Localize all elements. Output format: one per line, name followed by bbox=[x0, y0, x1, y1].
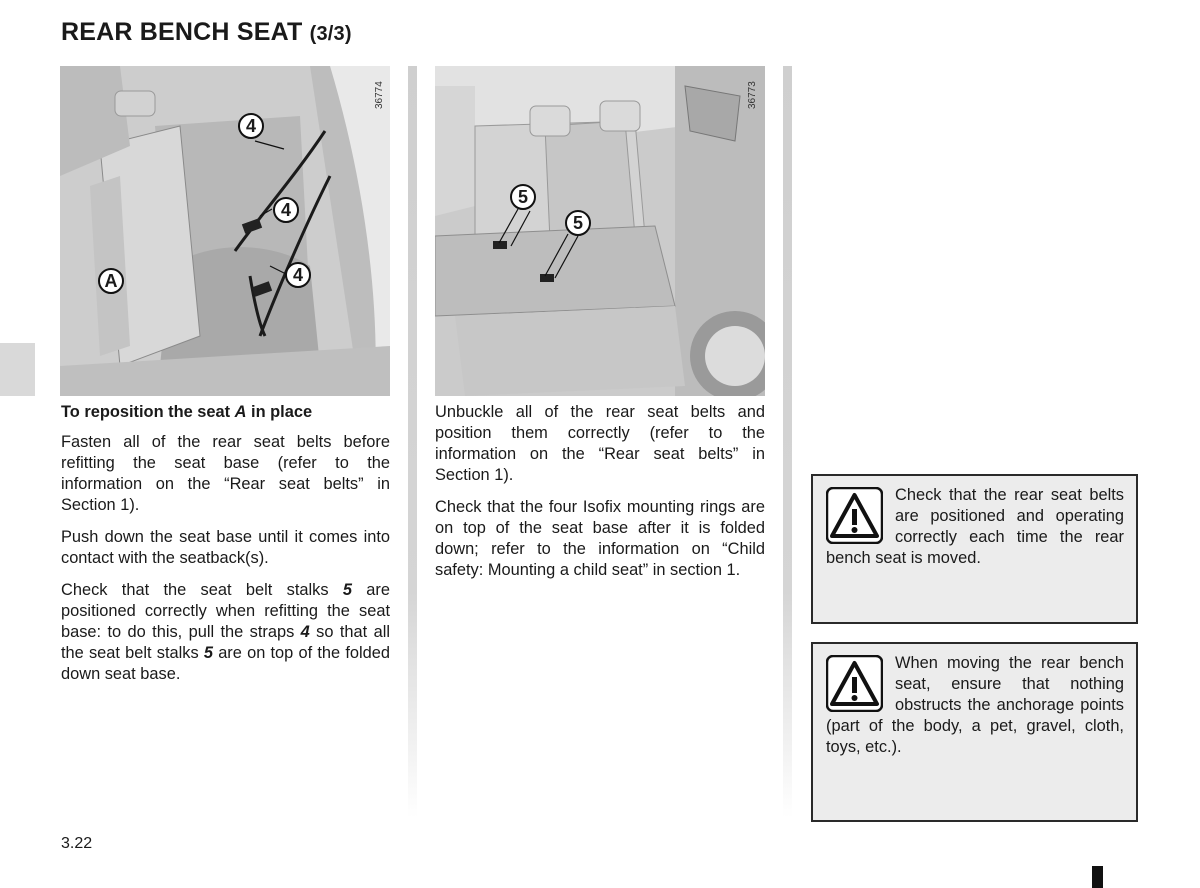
left-text-column bbox=[61, 402, 390, 696]
paragraph-unbuckle: Unbuckle all of the rear seat belts and position them correctly (refer to the information on the “Rear seat belts” in Section 1). bbox=[435, 403, 765, 484]
callout-5-left: 5 bbox=[510, 184, 536, 210]
title-text: REAR BENCH SEAT bbox=[61, 18, 303, 46]
page-number: 3.22 bbox=[61, 835, 93, 852]
callout-4-bottom: 4 bbox=[285, 262, 311, 288]
paragraph-check-stalks: Check that the seat belt stalks 5 are positioned correctly when refitting the seat base: to do this, pull the straps 4 so that all the seat belt stalks 5 are on top of the folded down seat base. bbox=[61, 581, 391, 683]
warning-box-anchorage bbox=[811, 642, 1138, 822]
column-divider-2 bbox=[783, 66, 792, 818]
callout-4-middle: 4 bbox=[273, 197, 299, 223]
seat-illustration-2 bbox=[435, 66, 765, 396]
section-heading: To reposition the seat A in place bbox=[61, 403, 313, 421]
middle-text-column bbox=[435, 402, 765, 592]
figure-number: 36774 bbox=[374, 81, 385, 109]
paragraph-fasten-belts: Fasten all of the rear seat belts before refitting the seat base (refer to the information on the “Rear seat belts” in Section 1). bbox=[61, 433, 390, 514]
callout-4-top: 4 bbox=[238, 113, 264, 139]
page-edge-marker bbox=[1092, 866, 1103, 888]
page-title bbox=[61, 18, 352, 47]
figure-number: 36773 bbox=[747, 81, 758, 109]
callout-5-right: 5 bbox=[565, 210, 591, 236]
figure-seat-folded bbox=[60, 66, 390, 396]
warning-text: Check that the rear seat belts are positioned and operating correctly each time the rear bench seat is moved. bbox=[826, 486, 1124, 567]
warning-box-belts bbox=[811, 474, 1138, 624]
warning-triangle-icon bbox=[826, 655, 883, 712]
paragraph-isofix: Check that the four Isofix mounting rings are on top of the seat base after it is folded down; refer to the information on “Child safety: Mounting a child seat” in section 1. bbox=[435, 498, 765, 579]
callout-A: A bbox=[98, 268, 124, 294]
seat-label-A: A bbox=[234, 403, 247, 421]
warning-text: When moving the rear bench seat, ensure that nothing obstructs the anchorage points (part of the body, a pet, gravel, cloth, toys, etc.). bbox=[826, 654, 1124, 756]
column-divider-1 bbox=[408, 66, 417, 818]
figure-isofix-rings bbox=[435, 66, 765, 396]
seat-illustration-1 bbox=[60, 66, 390, 396]
title-part: (3/3) bbox=[309, 23, 352, 45]
paragraph-push-seat: Push down the seat base until it comes into contact with the seatback(s). bbox=[61, 528, 390, 567]
section-tab bbox=[0, 343, 35, 396]
warning-triangle-icon bbox=[826, 487, 883, 544]
